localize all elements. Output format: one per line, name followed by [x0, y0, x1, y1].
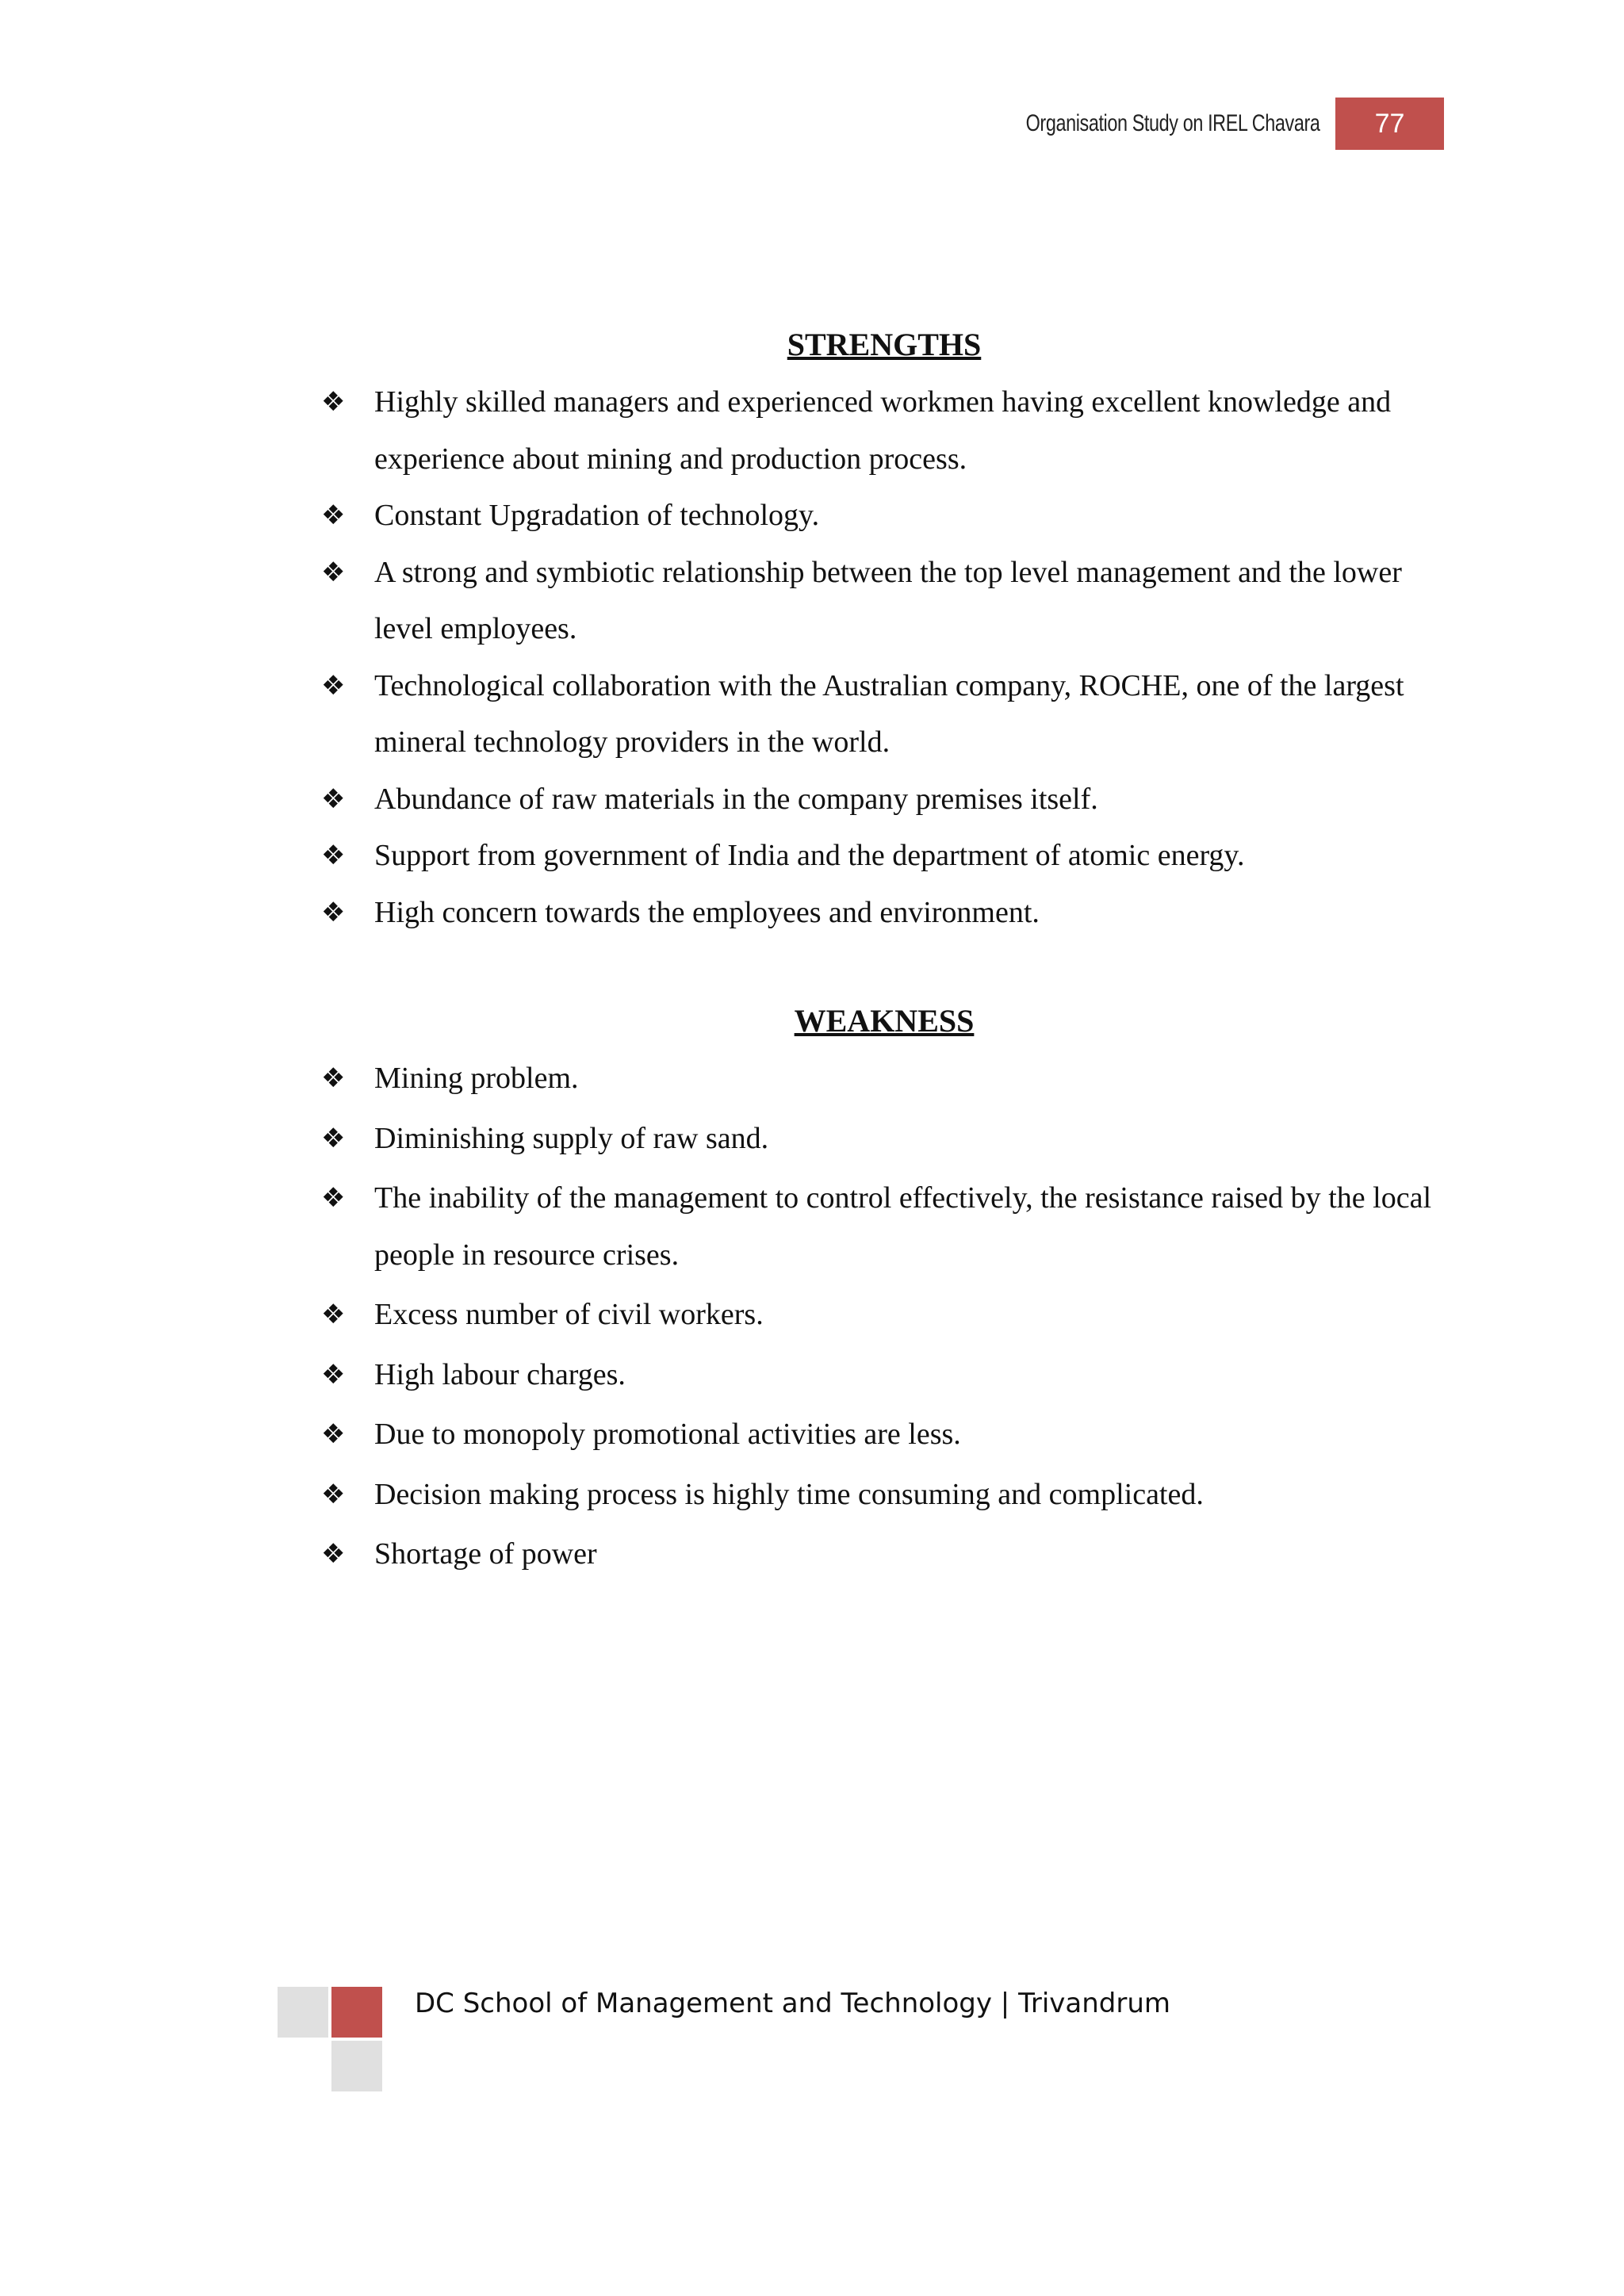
- list-item: [321, 1467, 1431, 1524]
- strengths-heading: STRENGTHS: [787, 327, 982, 362]
- list-item: [321, 658, 1431, 771]
- list-item: [321, 1406, 1431, 1464]
- diamond-bullet-icon: ❖: [321, 1418, 346, 1450]
- strengths-list: [321, 374, 1431, 941]
- diamond-bullet-icon: ❖: [321, 386, 346, 418]
- list-item: [321, 545, 1431, 658]
- list-item: [321, 828, 1431, 885]
- list-item-text: Shortage of power: [374, 1537, 597, 1571]
- diamond-bullet-icon: ❖: [321, 840, 346, 871]
- diamond-bullet-icon: ❖: [321, 896, 346, 928]
- diamond-bullet-icon: ❖: [321, 499, 346, 531]
- list-item-text: Decision making process is highly time consuming and complicated.: [374, 1477, 1204, 1511]
- page-number-badge: [1335, 98, 1444, 150]
- list-item-text: Support from government of India and the department of atomic energy.: [374, 839, 1245, 872]
- diamond-bullet-icon: ❖: [321, 1299, 346, 1330]
- list-item-text: Mining problem.: [374, 1062, 579, 1095]
- page-number: 77: [1374, 108, 1405, 139]
- footer-square-grey: [278, 1987, 328, 2038]
- list-item: [321, 488, 1431, 545]
- list-item: [321, 374, 1431, 488]
- diamond-bullet-icon: ❖: [321, 669, 346, 702]
- list-item: [321, 1170, 1431, 1284]
- list-item-text: Due to monopoly promotional activities are less.: [374, 1418, 961, 1451]
- diamond-bullet-icon: ❖: [321, 1478, 346, 1510]
- diamond-bullet-icon: ❖: [321, 1358, 346, 1391]
- list-item-text: Technological collaboration with the Australian company, ROCHE, one of the largest mineral technology providers in the world.: [374, 668, 1404, 759]
- diamond-bullet-icon: ❖: [321, 1062, 346, 1094]
- list-item-text: A strong and symbiotic relationship between the top level management and the lower level employees.: [374, 555, 1402, 645]
- section-spacer: [321, 941, 1431, 993]
- list-item: [321, 1287, 1431, 1344]
- list-item-text: The inability of the management to control effectively, the resistance raised by the local people in resource crises.: [374, 1181, 1431, 1272]
- diamond-bullet-icon: ❖: [321, 1182, 346, 1214]
- list-item-text: High concern towards the employees and environment.: [374, 895, 1040, 929]
- list-item-text: Abundance of raw materials in the company premises itself.: [374, 782, 1098, 816]
- page-content: [321, 317, 1431, 1586]
- list-item: [321, 1526, 1431, 1583]
- weakness-heading: WEAKNESS: [794, 1003, 975, 1039]
- footer-text: DC School of Management and Technology | Trivandrum: [415, 1988, 1170, 2019]
- footer-square-accent: [331, 1987, 382, 2038]
- diamond-bullet-icon: ❖: [321, 783, 346, 815]
- diamond-bullet-icon: ❖: [321, 1538, 346, 1570]
- page-header: [943, 98, 1445, 150]
- list-item: [321, 1050, 1431, 1108]
- list-item: [321, 885, 1431, 942]
- list-item: [321, 1111, 1431, 1168]
- list-item-text: Excess number of civil workers.: [374, 1298, 764, 1331]
- footer-square-grey-lower: [331, 2041, 382, 2091]
- diamond-bullet-icon: ❖: [321, 1122, 346, 1154]
- list-item: [321, 1347, 1431, 1404]
- list-item-text: High labour charges.: [374, 1357, 626, 1391]
- list-item-text: Diminishing supply of raw sand.: [374, 1121, 769, 1155]
- list-item-text: Constant Upgradation of technology.: [374, 499, 820, 532]
- header-title: Organisation Study on IREL Chavara: [1025, 110, 1320, 136]
- diamond-bullet-icon: ❖: [321, 556, 346, 588]
- weakness-list: [321, 1050, 1431, 1583]
- list-item: [321, 771, 1431, 828]
- list-item-text: Highly skilled managers and experienced workmen having excellent knowledge and experience about mining and production process.: [374, 385, 1392, 476]
